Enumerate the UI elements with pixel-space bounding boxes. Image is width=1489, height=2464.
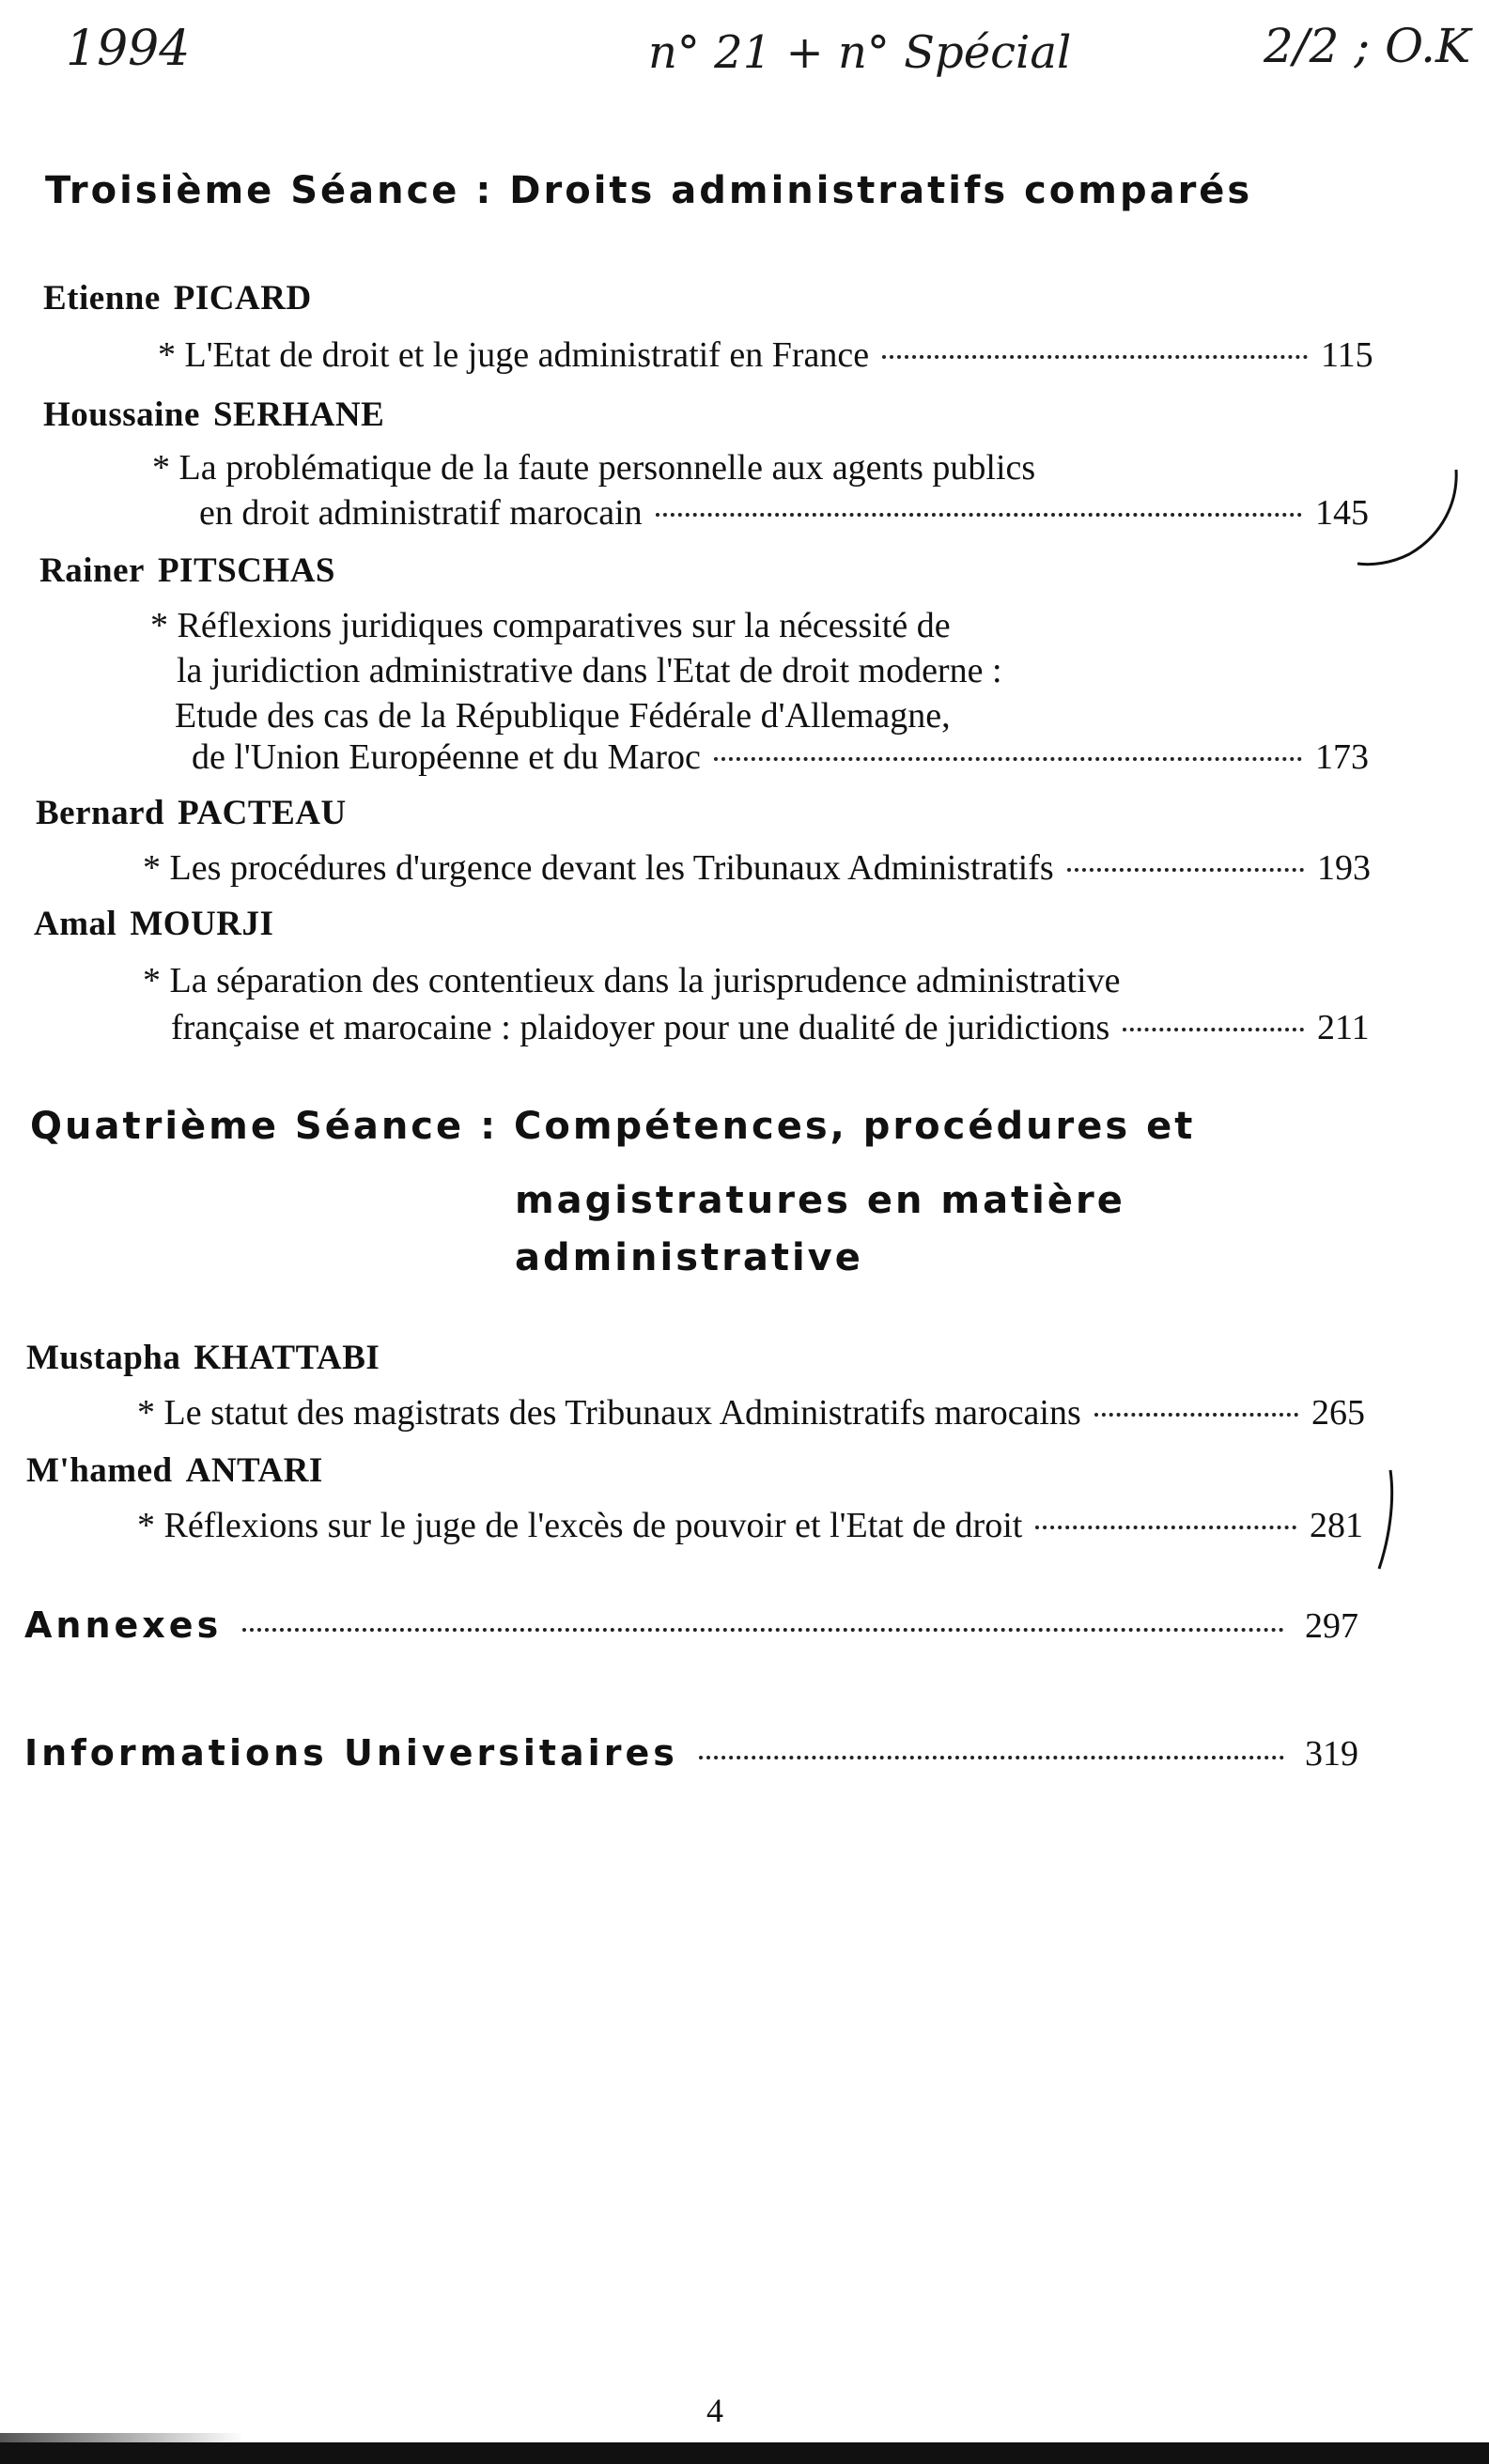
author-mourji [34,904,273,944]
author-first-name: Bernard [36,794,165,832]
author-last-name: MOURJI [130,905,274,943]
annexes-label: Annexes [24,1604,223,1646]
section-heading-quatrieme: Quatrième Séance : Compétences, procédures et [30,1105,1196,1148]
author-first-name: Amal [34,905,117,943]
page-ref: 193 [1317,848,1371,888]
handwritten-year: 1994 [66,21,191,77]
author-first-name: Rainer [39,551,145,590]
entry-title: * Réflexions sur le juge de l'excès de pouvoir et l'Etat de droit [137,1506,1023,1545]
dot-leader [882,355,1308,359]
entry-title-line: * Réflexions juridiques comparatives sur la nécessité de [150,606,951,645]
author-antari [26,1450,323,1491]
dot-leader [699,1756,1284,1759]
page-ref: 265 [1311,1393,1365,1433]
handwritten-check-mark [1353,460,1466,573]
toc-entry-annexes [24,1604,1358,1647]
section-heading-quatrieme-line3: administrative [515,1236,863,1279]
author-picard [43,278,312,318]
author-first-name: Houssaine [43,395,200,434]
page-ref: 211 [1317,1008,1370,1047]
page-number: 4 [706,2392,723,2429]
author-last-name: KHATTABI [194,1339,380,1377]
author-pitschas [39,550,335,591]
entry-title-line: * La problématique de la faute personnelle aux agents publics [152,448,1036,488]
toc-entry-informations [24,1732,1358,1774]
scan-edge [0,2433,244,2442]
author-last-name: PACTEAU [178,794,347,832]
page-ref: 319 [1305,1734,1358,1774]
author-last-name: SERHANE [212,395,385,434]
dot-leader [242,1628,1284,1632]
page-ref: 145 [1315,493,1369,533]
page-ref: 297 [1305,1606,1358,1646]
toc-entry-pitschas [192,736,1373,778]
section-heading-quatrieme-line2: magistratures en matière [515,1179,1125,1222]
dot-leader [656,513,1302,517]
handwritten-check-mark [1362,1465,1419,1578]
author-first-name: Mustapha [26,1339,181,1377]
toc-entry-mourji [171,1007,1375,1048]
toc-entry-antari [137,1505,1368,1546]
handwritten-issue-note: n° 21 + n° Spécial [648,26,1072,79]
entry-title: française et marocaine : plaidoyer pour une dualité de juridictions [171,1008,1110,1047]
page-ref: 173 [1315,737,1369,777]
toc-entry-serhane [199,492,1373,534]
author-first-name: Etienne [43,279,161,318]
entry-title: * L'Etat de droit et le juge administratif en France [158,335,870,375]
entry-title-line: Etude des cas de la République Fédérale d'Allemagne, [175,696,951,736]
entry-title: * Le statut des magistrats des Tribunaux Administratifs marocains [137,1393,1081,1433]
author-khattabi [26,1338,380,1378]
section-heading-troisieme: Troisième Séance : Droits administratifs comparés [45,169,1253,212]
handwritten-reference: 2/2 ; O.K [1264,19,1471,73]
scan-border [0,2442,1489,2464]
author-last-name: ANTARI [185,1451,323,1490]
page-ref: 115 [1321,335,1373,375]
dot-leader [1067,868,1304,872]
toc-entry-pacteau [143,847,1375,889]
informations-label: Informations Universitaires [24,1732,678,1774]
entry-title: en droit administratif marocain [199,493,643,533]
author-last-name: PITSCHAS [157,551,335,590]
dot-leader [1094,1413,1298,1417]
entry-title-line: * La séparation des contentieux dans la jurisprudence administrative [143,961,1121,1000]
toc-entry-picard [158,334,1379,376]
author-first-name: M'hamed [26,1451,173,1490]
toc-entry-khattabi [137,1392,1370,1433]
entry-title: de l'Union Européenne et du Maroc [192,737,701,777]
dot-leader [1123,1028,1304,1031]
page-ref: 281 [1310,1506,1363,1545]
entry-title: * Les procédures d'urgence devant les Tribunaux Administratifs [143,848,1054,888]
author-pacteau [36,793,347,833]
author-serhane [43,395,384,435]
dot-leader [1035,1526,1296,1529]
entry-title-line: la juridiction administrative dans l'Etat de droit moderne : [177,651,1002,690]
dot-leader [714,757,1302,761]
author-last-name: PICARD [173,279,312,318]
